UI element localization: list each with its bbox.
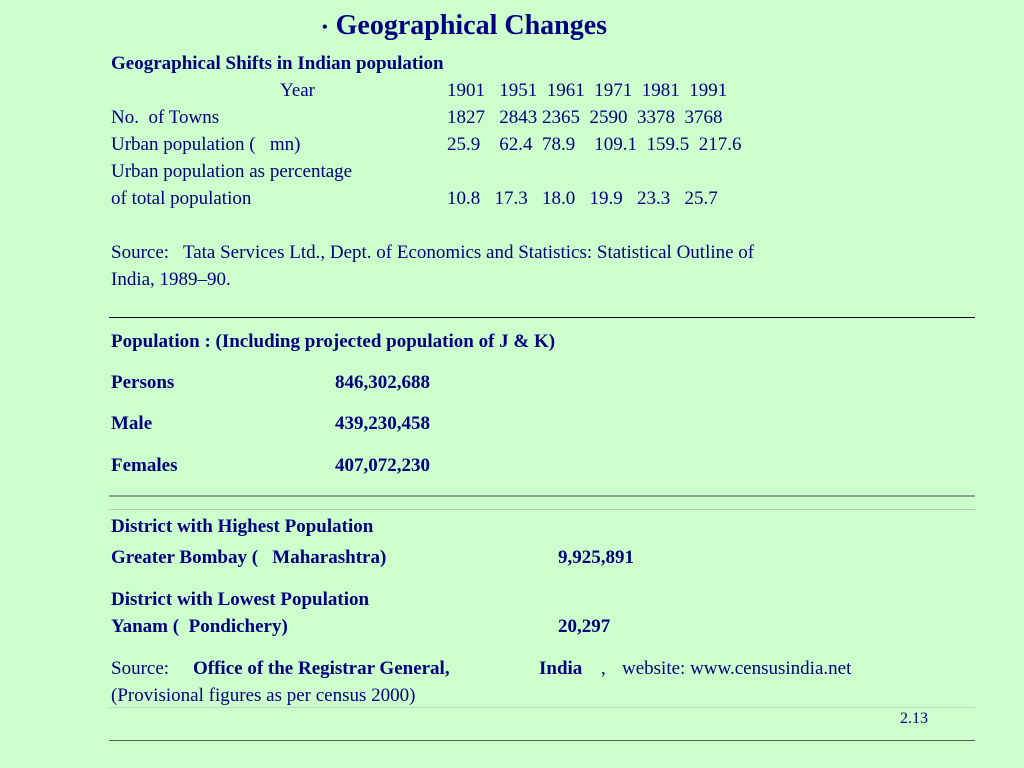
source-comma: ,	[601, 658, 606, 679]
source-prefix: Source:	[111, 658, 170, 679]
male-value: 439,230,458	[335, 413, 430, 434]
urban-values: 25.9 62.4 78.9 109.1 159.5 217.6	[447, 134, 742, 155]
year-label: Year	[280, 80, 316, 101]
provisional-note: (Provisional figures as per census 2000)	[111, 685, 416, 706]
divider	[109, 509, 975, 510]
persons-value: 846,302,688	[335, 372, 430, 393]
towns-values: 1827 2843 2365 2590 3378 3768	[447, 107, 723, 128]
source-office: Office of the Registrar General,	[193, 658, 450, 679]
source-line1: Source: Tata Services Ltd., Dept. of Economics and Statistics: Statistical Outline of	[111, 242, 755, 263]
male-label: Male	[111, 413, 153, 434]
females-value: 407,072,230	[335, 455, 430, 476]
divider	[109, 740, 975, 741]
divider	[109, 495, 975, 497]
pct-label-line2: of total population	[111, 188, 252, 209]
page-number: 2.13	[900, 710, 928, 727]
towns-label: No. of Towns	[111, 107, 220, 128]
source-country: India	[539, 658, 583, 679]
urban-label: Urban population ( mn)	[111, 134, 301, 155]
section1-heading: Geographical Shifts in Indian population	[111, 53, 444, 74]
page-title: • Geographical Changes	[322, 10, 608, 41]
source-website: website: www.censusindia.net	[622, 658, 852, 679]
persons-label: Persons	[111, 372, 175, 393]
lowest-value: 20,297	[558, 616, 611, 637]
pct-label-line1: Urban population as percentage	[111, 161, 353, 182]
lowest-district: Yanam ( Pondichery)	[111, 616, 288, 637]
highest-district: Greater Bombay ( Maharashtra)	[111, 547, 387, 568]
section2-heading: Population : (Including projected population of J & K)	[111, 331, 556, 352]
divider	[109, 317, 975, 318]
years-row: 1901 1951 1961 1971 1981 1991	[447, 80, 728, 101]
bullet-icon: •	[322, 18, 328, 36]
highest-value: 9,925,891	[558, 547, 634, 568]
females-label: Females	[111, 455, 178, 476]
lowest-heading: District with Lowest Population	[111, 589, 370, 610]
highest-heading: District with Highest Population	[111, 516, 374, 537]
source-line2: India, 1989–90.	[111, 269, 231, 290]
pct-values: 10.8 17.3 18.0 19.9 23.3 25.7	[447, 188, 718, 209]
divider	[109, 707, 975, 708]
